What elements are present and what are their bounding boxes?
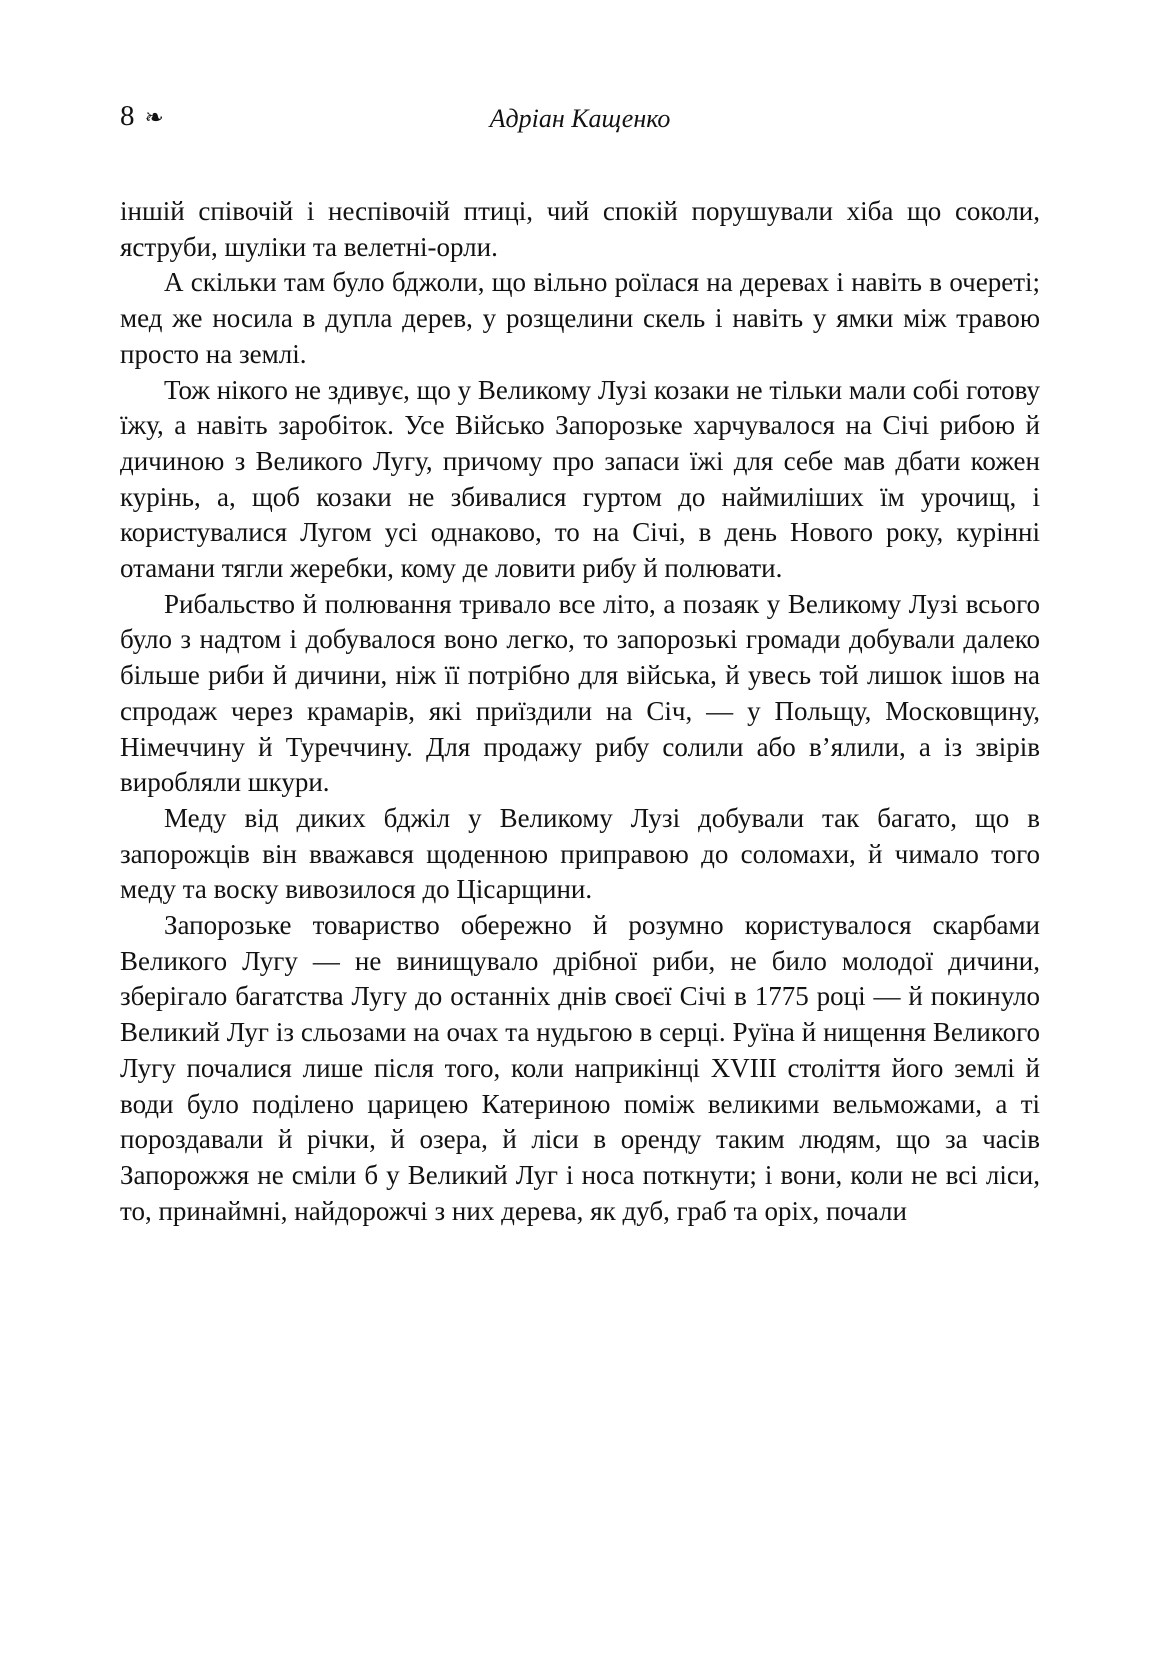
paragraph: Запорозьке товариство обережно й розумно користувалося скарбами Великого Лугу — не винищувало дрібної риби, не било молодої дичини, зберігало багатства Лугу до останніх днів своєї Січі в 1775 році — й покинуло Великий Луг із сльозами на очах та нудьгою в серці. Руїна й нищення Великого Лугу почалися лише після того, коли наприкінці XVIII століття його землі й води було поділено царицею Катериною поміж великими вельможами, а ті пороздавали й річки, й озера, й ліси в оренду таким людям, що за часів Запорожжя не сміли б у Великий Луг і носа поткнути; і вони, коли не всі ліси, то, принаймні, найдорожчі з них дерева, як дуб, граб та оріх, почали <box>120 910 1040 1226</box>
page-number-group <box>120 102 164 131</box>
page-number: 8 <box>120 100 135 132</box>
paragraph: Рибальство й полювання тривало все літо, а позаяк у Великому Лузі всього було з надтом і добувалося воно легко, то запорозькі громади добували далеко більше риби й дичини, ніж її потрібно для війська, й увесь той лишок ішов на спродаж через крамарів, які приїздили на Січ, — у Польщу, Московщину, Німеччину й Туреччину. Для продажу рибу солили або в’ялили, а із звірів виробляли шкури. <box>120 588 1040 798</box>
page-body <box>120 194 1040 1229</box>
paragraph: Меду від диких бджіл у Великому Лузі добували так багато, що в запорожців він вважався щоденною приправою до соломахи, й чимало того меду та воску вивозилося до Цісарщини. <box>120 802 1040 905</box>
paragraph: А скільки там було бджоли, що вільно роїлася на деревах і навіть в очереті; мед же носила в дупла дерев, у розщелини скель і навіть у ямки між травою просто на землі. <box>120 267 1040 369</box>
paragraph: іншій співочій і неспівочій птиці, чий спокій порушували хіба що соколи, яструби, шуліки та велетні-орли. <box>120 196 1040 262</box>
paragraph: Тож нікого не здивує, що у Великому Лузі козаки не тільки мали собі готову їжу, а навіть заробіток. Усе Військо Запорозьке харчувалося на Січі рибою й дичиною з Великого Лугу, причому про запаси їжі для себе мав дбати кожен курінь, а, щоб козаки не збивалися гуртом до наймиліших їм урочищ, і користувалися Лугом усі однаково, то на Січі, в день Нового року, курінні отамани тягли жеребки, кому де ловити рибу й полювати. <box>120 374 1040 584</box>
fleuron-icon: ❧ <box>144 105 164 131</box>
running-title: Адріан Кащенко <box>489 104 671 133</box>
page-header <box>120 102 1040 144</box>
